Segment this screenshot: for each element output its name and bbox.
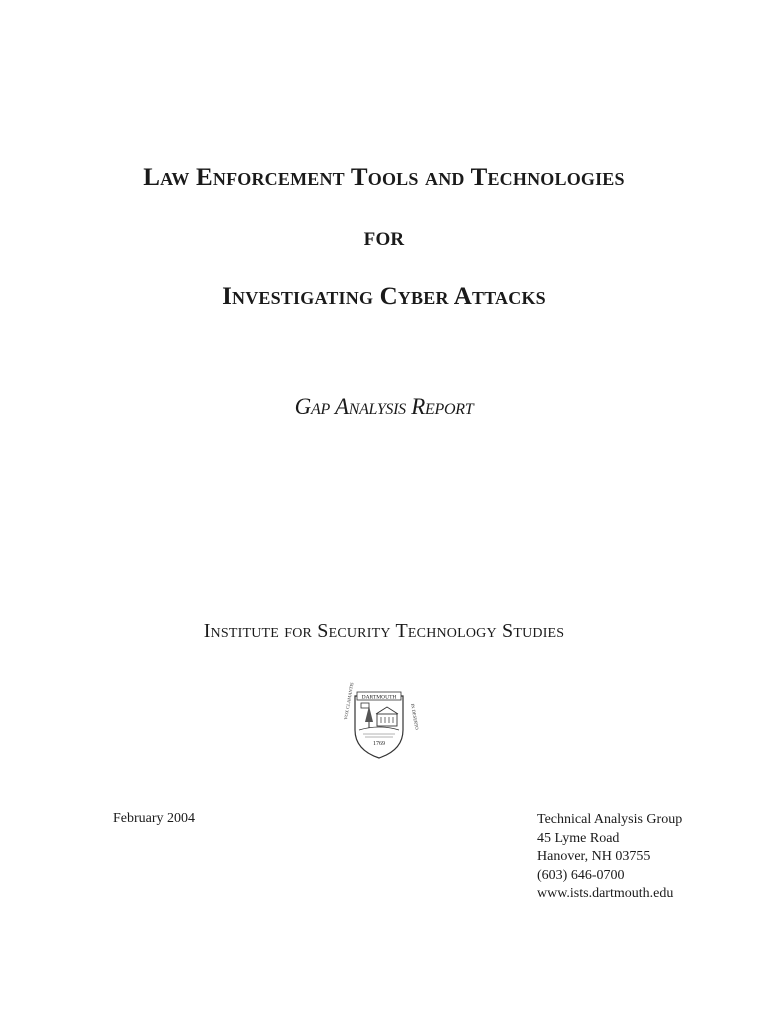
address-city: Hanover, NH 03755 xyxy=(537,849,651,864)
address-phone: (603) 646-0700 xyxy=(537,867,625,883)
svg-text:1769: 1769 xyxy=(373,741,385,747)
dartmouth-seal-icon xyxy=(341,681,420,762)
report-subtitle: Gap Analysis Report xyxy=(294,394,474,419)
publication-date: February 2004 xyxy=(113,811,196,826)
address-street: 45 Lyme Road xyxy=(537,830,620,846)
address-website: www.ists.dartmouth.edu xyxy=(537,886,674,901)
svg-text:VOX CLAMANTIS: VOX CLAMANTIS xyxy=(343,681,355,721)
title-connector: FOR xyxy=(363,229,405,250)
title-line-1: Law Enforcement Tools and Technologies xyxy=(143,164,625,191)
address-group: Technical Analysis Group xyxy=(537,812,683,827)
svg-text:IN DESERTO: IN DESERTO xyxy=(410,703,420,731)
title-line-2: Investigating Cyber Attacks xyxy=(222,283,546,310)
institute-name: Institute for Security Technology Studies xyxy=(203,620,565,642)
contact-address xyxy=(537,811,682,904)
svg-text:DARTMOUTH: DARTMOUTH xyxy=(361,694,397,701)
